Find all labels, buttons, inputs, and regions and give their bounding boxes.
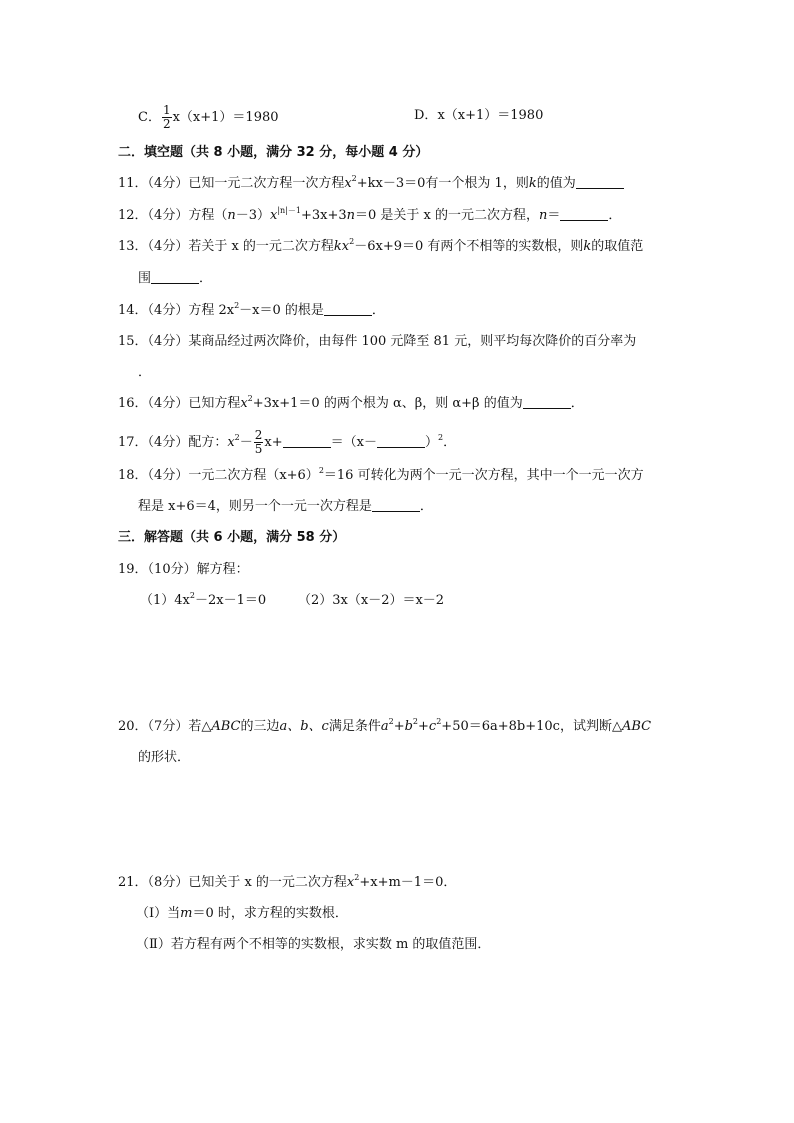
question-14 [118, 302, 385, 320]
q17-eq: ＝（x－ [330, 435, 377, 450]
q12-x: x [269, 208, 278, 223]
question-19-title: 19．（10分）解方程： [118, 562, 249, 577]
answer-blank[interactable] [372, 499, 420, 512]
q17-exponent: 2 [234, 433, 240, 442]
q11-prefix: 11．（4分）已知一元二次方程一次方程 [118, 176, 345, 191]
q17-xplus: x+ [264, 435, 283, 450]
q17-exponent-2: 2 [438, 433, 444, 442]
question-15-line-2: ． [138, 365, 152, 380]
q20-exp-c: 2 [436, 717, 442, 726]
q12-end: ． [608, 208, 622, 223]
q11-equation-rest: +kx－3＝0 [356, 176, 426, 191]
q12-part1: －3） [235, 208, 270, 223]
q13-tail: 的取值范 [591, 239, 644, 254]
q12-part2: +3x+3 [300, 208, 347, 223]
q21-p1-rest: ＝0 时，求方程的实数根． [192, 906, 348, 921]
q12-part3: ＝0 是关于 x 的一元二次方程， [355, 208, 540, 223]
q20-rest: +50＝6a+8b+10c，试判断△ [441, 719, 622, 734]
q18-line1-rest: ＝16 可转化为两个一元一次方程，其中一个一元一次方 [323, 468, 644, 483]
question-18-line-2 [138, 498, 433, 516]
q13-end: ． [199, 271, 213, 286]
q11-var-k: k [528, 176, 537, 191]
question-20-line-1 [118, 718, 651, 736]
q21-rest: +x+m－1＝0． [359, 875, 457, 890]
answer-blank[interactable] [151, 271, 199, 284]
section-3-title: 三．解答题（共 6 小题，满分 58 分） [118, 530, 346, 545]
q17-prefix: 17．（4分）配方： [118, 435, 228, 450]
q18-line1: 18．（4分）一元二次方程（x+6） [118, 468, 319, 483]
q14-prefix: 14．（4分）方程 2x [118, 303, 235, 318]
question-17 [118, 428, 456, 458]
fraction-one-half [162, 104, 172, 131]
question-15-line-1: 15．（4分）某商品经过两次降价，由每件 100 元降至 81 元，则平均每次降价的百分率为 [118, 334, 637, 349]
fraction-numerator: 1 [162, 103, 171, 117]
q13-k: k [583, 239, 592, 254]
fraction-denominator: 5 [254, 442, 263, 456]
q19-p1-prefix: （1）4x [140, 593, 190, 608]
option-c-label: C． [138, 110, 161, 125]
q20-exp-b: 2 [412, 717, 419, 726]
answer-blank[interactable] [377, 435, 425, 448]
fraction-numerator: 2 [254, 428, 263, 442]
question-19-part-2: （2）3x（x－2）＝x－2 [298, 593, 445, 608]
question-16 [118, 395, 584, 413]
q19-p1-rest: －2x－1＝0 [194, 593, 267, 608]
q20-cond: 满足条件 [328, 719, 381, 734]
question-13-line-2 [138, 270, 212, 288]
q20-exp-a: 2 [388, 717, 394, 726]
fraction-two-fifths [254, 429, 264, 456]
q13-kx: kx [333, 239, 350, 254]
answer-blank[interactable] [576, 176, 624, 189]
option-d [414, 107, 543, 125]
q21-m: m [180, 906, 193, 921]
q17-x: x [227, 435, 235, 450]
question-21-part-1 [136, 905, 348, 923]
q20-a: a [380, 719, 389, 734]
q13-prefix: 13．（4分）若关于 x 的一元二次方程 [118, 239, 334, 254]
question-11 [118, 175, 624, 193]
q16-x: x [240, 396, 248, 411]
q12-n3: n [539, 208, 548, 223]
q12-part4: ＝ [547, 208, 561, 223]
q12-n2: n [346, 208, 356, 223]
q21-prefix: 21．（8分）已知关于 x 的一元二次方程 [118, 875, 347, 890]
q11-mid: 有一个根为 1，则 [425, 176, 529, 191]
q16-rest: +3x+1＝0 的两个根为 α、β，则 α+β 的值为 [252, 396, 523, 411]
q16-end: ． [570, 396, 584, 411]
q13-rest: －6x+9＝0 有两个不相等的实数根，则 [354, 239, 584, 254]
q20-plus-b: +b [393, 719, 413, 734]
q12-exponent: |n|－1 [277, 206, 301, 215]
q19-p1-exponent: 2 [189, 591, 195, 600]
q14-end: ． [371, 303, 385, 318]
answer-blank[interactable] [523, 396, 571, 409]
q17-close: ） [425, 435, 439, 450]
question-12 [118, 207, 621, 225]
q12-n: n [227, 208, 236, 223]
q20-mid: 的三边 [240, 719, 280, 734]
q13-line2: 围 [138, 271, 152, 286]
option-c-text: x（x+1）＝1980 [172, 110, 279, 125]
q11-exponent: 2 [351, 174, 357, 183]
q18-exponent: 2 [318, 466, 324, 475]
answer-blank[interactable] [283, 435, 331, 448]
q11-x: x [344, 176, 352, 191]
question-21 [118, 874, 456, 892]
q20-prefix: 20．（7分）若△ [118, 719, 212, 734]
q13-exponent: 2 [349, 237, 355, 246]
q18-line2: 程是 x+6＝4，则另一个一元一次方程是 [138, 499, 372, 514]
q21-x: x [346, 875, 355, 890]
answer-blank[interactable] [560, 208, 608, 221]
option-d-text: x（x+1）＝1980 [437, 108, 544, 123]
fraction-denominator: 2 [162, 117, 171, 131]
answer-blank[interactable] [324, 303, 372, 316]
q20-abc: ABC [211, 719, 241, 734]
option-d-label: D． [414, 108, 438, 123]
option-c [138, 104, 279, 131]
q14-exponent: 2 [234, 301, 240, 310]
q20-vars: a、b、c [279, 719, 329, 734]
q12-prefix: 12．（4分）方程（ [118, 208, 228, 223]
section-2-title: 二．填空题（共 8 小题，满分 32 分，每小题 4 分） [118, 145, 429, 160]
q16-prefix: 16．（4分）已知方程 [118, 396, 241, 411]
q20-abc2: ABC [621, 719, 652, 734]
question-19-part-1 [140, 592, 266, 610]
q21-exponent: 2 [354, 873, 360, 882]
question-20-line-2: 的形状． [138, 750, 191, 765]
q21-p1-prefix: （Ⅰ）当 [136, 906, 181, 921]
q18-end: ． [419, 499, 433, 514]
q11-suffix: 的值为 [536, 176, 576, 191]
q17-end: ． [443, 435, 457, 450]
question-18-line-1 [118, 467, 644, 485]
q17-minus: － [239, 435, 253, 450]
q14-rest: －x＝0 的根是 [239, 303, 324, 318]
q20-plus-c: +c [418, 719, 437, 734]
question-21-part-2: （Ⅱ）若方程有两个不相等的实数根，求实数 m 的取值范围． [136, 937, 491, 952]
question-13-line-1 [118, 238, 643, 256]
q16-exponent: 2 [247, 394, 253, 403]
